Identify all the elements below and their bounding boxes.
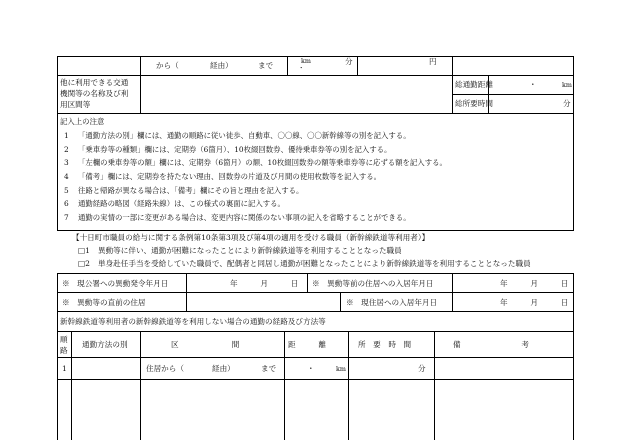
via-label: 経由） [210, 61, 233, 70]
route-table-col-divider [284, 331, 285, 440]
transfer-order-date-field[interactable]: 年 月 日 [230, 279, 299, 288]
total-distance-unit: km [562, 81, 572, 89]
note-text: 通勤経路の略図（経路朱線）は、この様式の裏面に記入する。 [78, 199, 285, 208]
yen-unit: 円 [429, 57, 437, 66]
note-number: 6 [64, 199, 69, 208]
previous-residence-label: ※ 異動等の直前の住居 [62, 298, 146, 307]
current-residence-date-field[interactable]: 年 月 日 [500, 298, 569, 307]
time-header: 所 要 時 間 [358, 340, 412, 349]
note-text: 往路と帰路が異なる場合は、「備考」欄にその旨と理由を記入する。 [78, 186, 304, 195]
shinkansen-heading: 【十日町市職員の給与に関する条例第10条第3項及び第4項の適用を受ける職員（新幹線鉄道等利用者）】 [72, 233, 430, 242]
previous-residence-date-field[interactable]: 年 月 日 [500, 279, 569, 288]
remarks-header: 備 考 [453, 340, 529, 349]
dates-table-divider [340, 292, 341, 311]
note-text: 「備考」欄には、定期券を持たない理由、回数券の片道及び月間の使用枚数等を記入する。 [78, 172, 382, 181]
option-text: 単身赴任手当を受給していた職員で、配偶者と同居し通勤が困難となったことにより新幹線鉄道等を利用することとなった職員 [98, 259, 531, 268]
total-distance-label: 総通勤距離 [455, 80, 493, 89]
decimal-dot: ・ [298, 64, 305, 72]
dates-table-divider [186, 273, 187, 311]
dates-table-divider [307, 273, 308, 292]
note-number: 1 [64, 131, 69, 140]
dates-table-row-divider [57, 292, 574, 293]
route-table-col-divider [348, 331, 349, 440]
top-row-left-border [57, 56, 58, 75]
dates-table-top-border [57, 273, 574, 274]
distance-header: 距 離 [288, 340, 326, 349]
notes-top-border [57, 113, 574, 114]
previous-residence-date-label: ※ 異動等前の住居への入居年月日 [312, 279, 434, 288]
note-number: 7 [64, 213, 69, 222]
option-checkbox[interactable]: □1 [78, 246, 91, 255]
order-header: 順 [60, 335, 68, 344]
note-text: 「乗車券等の種類」欄には、定期券（6箇月）、10枚綴回数券、優待乗車券等の別を記入する。 [78, 145, 392, 154]
notes-heading: 記入上の注意 [60, 117, 105, 126]
note-number: 2 [64, 145, 69, 154]
km-unit: km [301, 57, 311, 65]
method-header: 通勤方法の別 [82, 340, 128, 349]
option-text: 異動等に伴い、通勤が困難になったことにより新幹線鉄道等を利用することとなった職員 [98, 246, 402, 255]
option-checkbox[interactable]: □2 [78, 259, 91, 268]
total-time-label: 総所要時間 [455, 99, 493, 108]
top-row-divider [140, 56, 141, 75]
route-from-label: 住居から（ [146, 364, 184, 373]
route-via-label: 経由） [212, 364, 235, 373]
route-table-header-bottom [57, 357, 574, 358]
top-row-border [57, 56, 574, 57]
block-left-border [57, 75, 58, 231]
route-time-unit: 分 [418, 364, 426, 373]
other-transport-label: 機関等の名称及び利 [60, 89, 129, 98]
dates-table-right-border [573, 273, 574, 311]
dates-table-left-border [57, 273, 58, 311]
block-right-border [573, 75, 574, 231]
route-table-title: 新幹線鉄道等利用者の新幹線鉄道等を利用しない場合の通勤の経路及び方法等 [60, 317, 326, 326]
note-text: 通勤の実情の一部に変更がある場合は、変更内容に関係のない事項の記入を省略することができる。 [78, 213, 411, 222]
dates-table-divider [452, 273, 453, 311]
route-table-row-divider [57, 379, 574, 380]
total-distance-dot: ・ [529, 80, 537, 89]
route-table-col-divider [71, 331, 72, 440]
top-row-divider [452, 56, 453, 75]
route-table-header-top [57, 331, 574, 332]
route-distance-unit: km [336, 365, 346, 373]
notes-bottom-border [57, 230, 574, 231]
route-table-col-divider [140, 331, 141, 440]
current-residence-date-label: ※ 現住居への入居年月日 [346, 298, 438, 307]
note-text: 「左欄の乗車券等の額」欄には、定期券（6箇月）の額、10枚綴回数券の額等乗車券等に応ずる額を記入する。 [78, 158, 447, 167]
top-row-divider [357, 56, 358, 75]
totals-row-divider [452, 94, 574, 95]
route-table-col-divider [434, 331, 435, 440]
top-row-divider [287, 56, 288, 75]
note-text: 「通勤方法の別」欄には、通勤の順路に従い徒歩、自動車、〇〇線、〇〇新幹線等の別を記入する。 [78, 131, 411, 140]
route-distance-dot: ・ [307, 364, 315, 373]
row-number: 1 [62, 364, 67, 373]
from-label: から（ [156, 61, 179, 70]
total-time-unit: 分 [563, 99, 571, 108]
note-number: 5 [64, 186, 69, 195]
section-header: 区 間 [171, 340, 240, 349]
top-row-right-border [573, 56, 574, 75]
note-number: 4 [64, 172, 69, 181]
minutes-unit: 分 [345, 57, 353, 66]
route-to-label: まで [261, 364, 277, 373]
to-label: まで [258, 61, 274, 70]
order-header: 路 [60, 346, 68, 355]
block-border [57, 75, 574, 76]
other-transport-label: 他に利用できる交通 [60, 78, 129, 87]
note-number: 3 [64, 158, 69, 167]
other-transport-label: 用区間等 [60, 100, 91, 109]
transfer-order-date-label: ※ 現公署への異動発令年月日 [62, 279, 169, 288]
dates-table-bottom-border [57, 311, 574, 312]
other-transport-divider [140, 75, 141, 113]
